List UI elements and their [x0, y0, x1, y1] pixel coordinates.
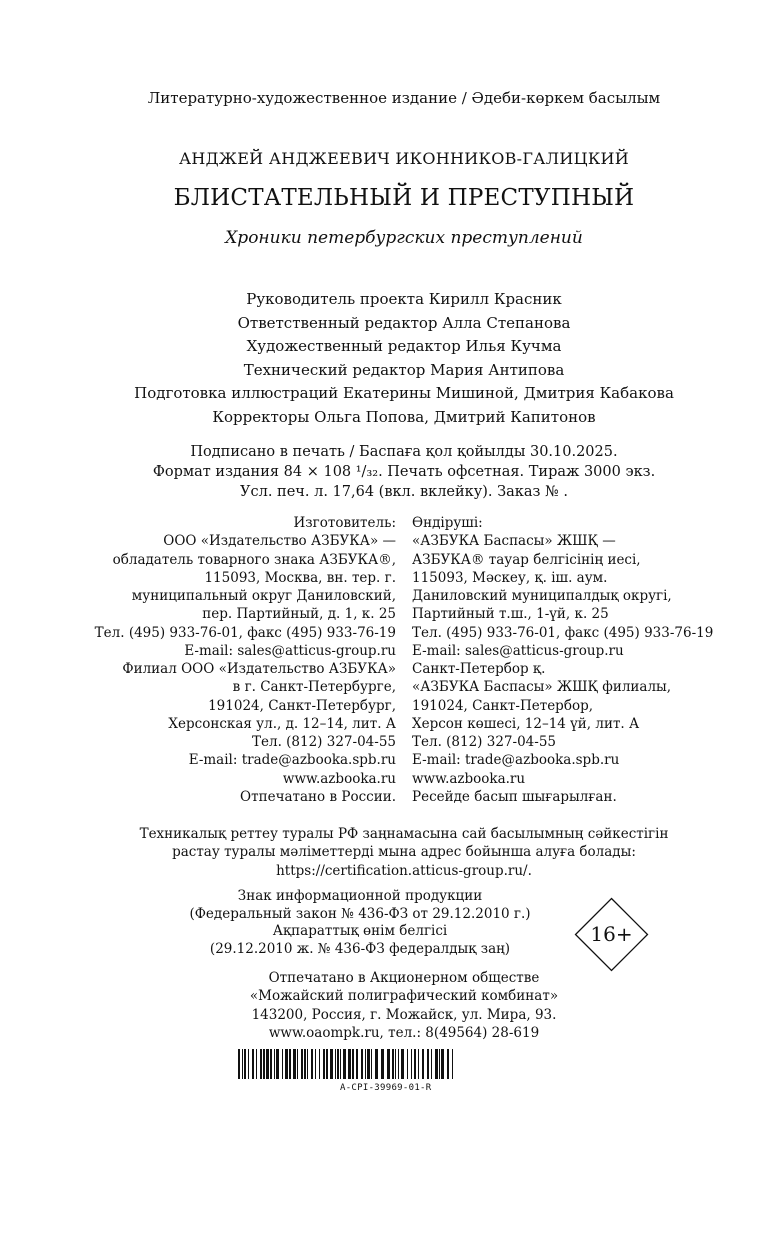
barcode-bar: [330, 1049, 333, 1079]
barcode-bar: [244, 1049, 246, 1079]
barcode-bar: [315, 1049, 316, 1079]
barcode-bar: [381, 1049, 384, 1079]
info-product-sign: [120, 888, 600, 958]
barcode-bar: [248, 1049, 249, 1079]
web-ru: [60, 770, 396, 807]
barcode-bar: [323, 1049, 325, 1079]
branch-line: 191024, Санкт-Петербург,: [208, 697, 396, 714]
barcode-bar: [392, 1049, 394, 1079]
barcode-bar: [276, 1049, 279, 1079]
branch-line: Херсонская ул., д. 12–14, лит. А: [168, 715, 396, 732]
branch-line: Тел. (812) 327-04-55: [252, 734, 396, 751]
certification-note: [0, 825, 768, 880]
branch-ru: [60, 660, 396, 770]
web-kz: [412, 770, 732, 807]
credit-line: Ответственный редактор Алла Степанова: [237, 313, 571, 332]
branch-line: Филиал ООО «Издательство АЗБУКА»: [122, 661, 396, 677]
printer-line: Отпечатано в Акционерном обществе: [268, 970, 540, 986]
barcode-bar: [319, 1049, 320, 1079]
manufacturer-line: Даниловский муниципалдық округі,: [412, 588, 672, 605]
barcode-bar: [335, 1049, 336, 1079]
manufacturer-line: Изготовитель:: [293, 515, 396, 531]
barcode-bar: [367, 1049, 370, 1079]
credit-line: Руководитель проекта Кирилл Красник: [246, 290, 562, 308]
print-info-line: Подписано в печать / Баспаға қол қойылды 30.10.2025.: [190, 444, 618, 460]
barcode-bar: [304, 1049, 306, 1079]
info-sign-line: (Федеральный закон № 436-ФЗ от 29.12.2010 г.): [189, 905, 531, 922]
info-sign-line: Ақпараттық өнім белгісі: [272, 923, 448, 939]
credit-line: Технический редактор Мария Антипова: [243, 360, 565, 379]
website-link: www.azbooka.ru: [282, 771, 396, 787]
age-rating-text: 16+: [590, 922, 633, 946]
printed-in-note: Отпечатано в России.: [240, 789, 396, 806]
barcode-bar: [337, 1049, 339, 1079]
manufacturer-line: Партийный т.ш., 1-үй, к. 25: [412, 606, 609, 623]
barcode-bar: [352, 1049, 354, 1079]
manufacturer-line: Тел. (495) 933-76-01, факс (495) 933-76-19: [94, 624, 396, 641]
print-info-line: Формат издания 84 × 108 ¹/₃₂. Печать офсетная. Тираж 3000 экз.: [152, 464, 656, 480]
barcode-bar: [414, 1049, 416, 1079]
manufacturer-line: E-mail: sales@atticus-group.ru: [412, 643, 624, 660]
cert-line: растау туралы мәліметтерді мына адрес бойынша алуға болады:: [172, 844, 636, 861]
book-title: БЛИСТАТЕЛЬНЫЙ И ПРЕСТУПНЫЙ: [173, 185, 635, 211]
manufacturer-ru: [60, 514, 396, 660]
edition-type-line: Литературно-художественное издание / Әдеби-көркем басылым: [147, 89, 661, 107]
printer-line: www.oaompk.ru, тел.: 8(49564) 28-619: [268, 1024, 540, 1041]
manufacturer-line: «АЗБУКА Баспасы» ЖШҚ —: [412, 533, 616, 550]
barcode-bar: [435, 1049, 438, 1079]
credits-block: [0, 288, 768, 429]
barcode-bar: [418, 1049, 419, 1079]
manufacturer-line: 115093, Москва, вн. тер. г.: [204, 569, 396, 586]
barcode-bar: [407, 1049, 408, 1079]
barcode-bar: [293, 1049, 296, 1079]
info-sign-line: (29.12.2010 ж. № 436-ФЗ федералдық заң): [209, 940, 511, 957]
branch-line: «АЗБУКА Баспасы» ЖШҚ филиалы,: [412, 679, 672, 696]
barcode-bar: [256, 1049, 257, 1079]
manufacturer-line: E-mail: sales@atticus-group.ru: [184, 643, 396, 660]
printer-line: 143200, Россия, г. Можайск, ул. Мира, 93.: [251, 1006, 557, 1023]
barcode-bar: [422, 1049, 424, 1079]
barcode-bar: [260, 1049, 262, 1079]
barcode-bar: [395, 1049, 396, 1079]
barcode-bar: [447, 1049, 449, 1079]
credit-line: Корректоры Ольга Попова, Дмитрий Капитонов: [212, 407, 596, 426]
barcode-bar: [401, 1049, 404, 1079]
barcode-bar: [361, 1049, 363, 1079]
barcode-bar: [387, 1049, 390, 1079]
branch-line: Санкт-Петербор қ.: [412, 661, 546, 677]
age-rating-badge: [574, 897, 649, 972]
barcode-bar: [398, 1049, 399, 1079]
info-sign-line: Знак информационной продукции: [237, 888, 483, 904]
barcode: [238, 1049, 454, 1079]
barcode-bar: [301, 1049, 303, 1079]
barcode-bar: [266, 1049, 269, 1079]
manufacturer-line: ООО «Издательство АЗБУКА» —: [163, 533, 396, 550]
barcode-bar: [452, 1049, 453, 1079]
printer-line: «Можайский полиграфический комбинат»: [249, 988, 559, 1005]
cert-line: https://certification.atticus-group.ru/.: [276, 862, 532, 879]
barcode-bar: [340, 1049, 341, 1079]
manufacturer-line: Өндіруші:: [412, 515, 483, 531]
author-name: АНДЖЕЙ АНДЖЕЕВИЧ ИКОННИКОВ-ГАЛИЦКИЙ: [178, 149, 630, 168]
printed-in-note: Ресейде басып шығарылған.: [412, 789, 617, 806]
manufacturer-line: 115093, Мәскеу, қ. іш. аум.: [412, 569, 608, 586]
branch-line: Тел. (812) 327-04-55: [412, 734, 556, 751]
branch-line: Херсон көшесі, 12–14 үй, лит. А: [412, 715, 640, 732]
book-subtitle: Хроники петербургских преступлений: [225, 228, 583, 248]
barcode-bar: [238, 1049, 240, 1079]
branch-line: в г. Санкт-Петербурге,: [232, 679, 396, 696]
barcode-bar: [348, 1049, 351, 1079]
barcode-bar: [285, 1049, 288, 1079]
barcode-bar: [371, 1049, 372, 1079]
branch-kz: [412, 660, 732, 770]
barcode-bar: [274, 1049, 275, 1079]
barcode-bar: [343, 1049, 346, 1079]
barcode-bar: [307, 1049, 308, 1079]
print-info-block: [0, 442, 768, 502]
credit-line: Подготовка иллюстраций Екатерины Мишиной, Дмитрия Кабакова: [134, 384, 674, 402]
manufacturer-line: обладатель товарного знака АЗБУКА®,: [112, 551, 396, 568]
website-link: www.azbooka.ru: [412, 771, 526, 787]
barcode-bar: [326, 1049, 328, 1079]
branch-line: E-mail: trade@azbooka.spb.ru: [188, 752, 396, 769]
barcode-bar: [439, 1049, 440, 1079]
manufacturer-line: АЗБУКА® тауар белгісінің иесі,: [412, 551, 641, 568]
credit-line: Художественный редактор Илья Кучма: [246, 337, 562, 355]
print-info-line: Усл. печ. л. 17,64 (вкл. вклейку). Заказ № .: [240, 484, 568, 500]
barcode-bar: [270, 1049, 272, 1079]
barcode-bar: [411, 1049, 412, 1079]
cert-line: Техникалық реттеу туралы РФ заңнамасына сай басылымның сәйкестігін: [139, 826, 669, 842]
printer-block: [0, 969, 768, 1042]
barcode-bar: [311, 1049, 313, 1079]
barcode-bar: [282, 1049, 283, 1079]
branch-line: E-mail: trade@azbooka.spb.ru: [412, 752, 620, 769]
branch-line: 191024, Санкт-Петербор,: [412, 697, 594, 714]
barcode-bar: [252, 1049, 254, 1079]
barcode-bar: [289, 1049, 291, 1079]
manufacturer-kz: [412, 514, 732, 660]
barcode-bar: [242, 1049, 243, 1079]
barcode-bar: [263, 1049, 265, 1079]
barcode-bar: [427, 1049, 429, 1079]
barcode-bar: [297, 1049, 298, 1079]
barcode-bar: [375, 1049, 378, 1079]
barcode-caption: A-CPI-39969-01-R: [340, 1083, 432, 1093]
barcode-bar: [441, 1049, 444, 1079]
barcode-bar: [365, 1049, 366, 1079]
barcode-bar: [356, 1049, 358, 1079]
manufacturer-line: пер. Партийный, д. 1, к. 25: [202, 606, 396, 623]
barcode-bar: [431, 1049, 432, 1079]
manufacturer-line: Тел. (495) 933-76-01, факс (495) 933-76-19: [412, 624, 714, 641]
manufacturer-line: муниципальный округ Даниловский,: [131, 588, 396, 605]
